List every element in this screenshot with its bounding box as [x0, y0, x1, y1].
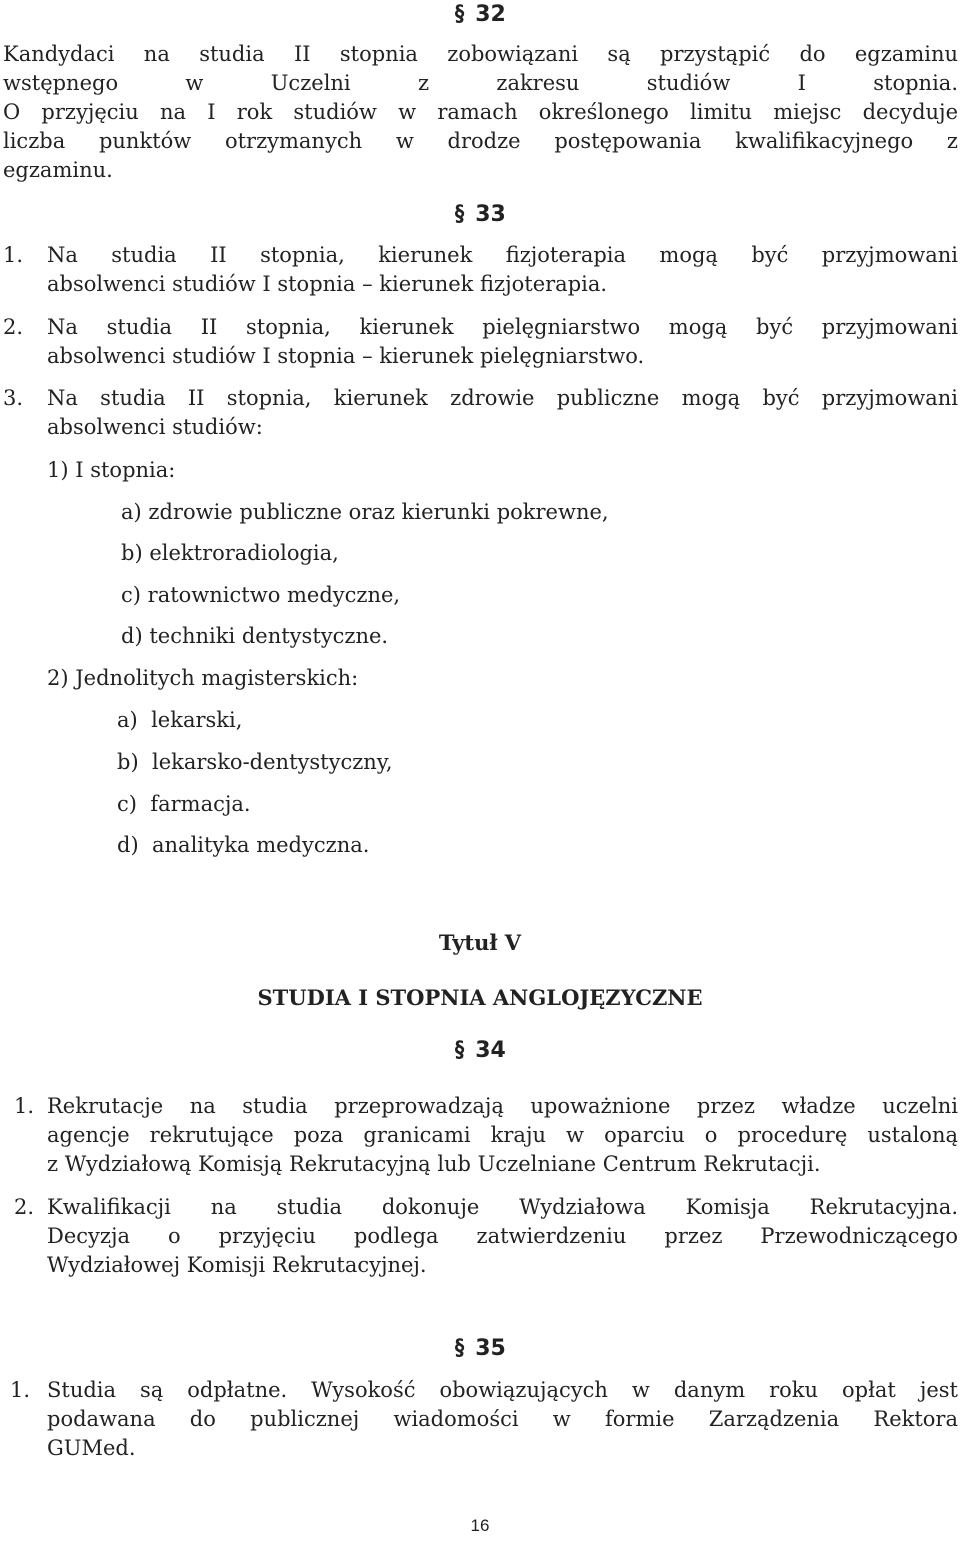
text-line: wstępnego w Uczelni z zakresu studiów I stopnia.	[3, 71, 958, 95]
sub-list-heading: 1) I stopnia:	[47, 458, 176, 482]
text-line: Na studia II stopnia, kierunek pielęgniarstwo mogą być przyjmowani	[47, 315, 958, 339]
text-line: Na studia II stopnia, kierunek zdrowie publiczne mogą być przyjmowani	[47, 386, 958, 410]
text-line: absolwenci studiów:	[47, 415, 263, 439]
text-line: Studia są odpłatne. Wysokość obowiązujących w danym roku opłat jest	[47, 1378, 958, 1402]
point-number: 3.	[3, 386, 24, 410]
paragraph	[3, 40, 958, 185]
text-line: z Wydziałową Komisją Rekrutacyjną lub Uczelniane Centrum Rekrutacji.	[47, 1152, 821, 1176]
point-number: 1.	[3, 243, 24, 267]
text-line: Na studia II stopnia, kierunek fizjoterapia mogą być przyjmowani	[47, 243, 958, 267]
numbered-point	[0, 1376, 960, 1463]
text-line: Rekrutacje na studia przeprowadzają upoważnione przez władze uczelni	[47, 1094, 958, 1118]
text-line: GUMed.	[47, 1436, 136, 1460]
numbered-point	[0, 384, 960, 442]
text-line: Decyzja o przyjęciu podlega zatwierdzeniu przez Przewodniczącego	[47, 1224, 958, 1248]
section-heading: § 34	[455, 1038, 506, 1063]
numbered-point	[0, 241, 960, 299]
numbered-point	[0, 313, 960, 371]
text-line: agencje rekrutujące poza granicami kraju w oparciu o procedurę ustaloną	[47, 1123, 958, 1147]
numbered-point	[0, 1193, 960, 1280]
text-line: Kandydaci na studia II stopnia zobowiązani są przystąpić do egzaminu	[3, 42, 958, 66]
title-heading: Tytuł V	[438, 930, 522, 955]
list-item: c) ratownictwo medyczne,	[121, 583, 401, 607]
section-heading: § 35	[455, 1336, 506, 1361]
list-item: b) elektroradiologia,	[121, 541, 339, 565]
list-item: a) zdrowie publiczne oraz kierunki pokrewne,	[121, 500, 609, 524]
list-item: d) techniki dentystyczne.	[121, 624, 389, 648]
list-item: d) analityka medyczna.	[117, 833, 370, 857]
section-heading: § 33	[455, 202, 506, 227]
text-line: absolwenci studiów I stopnia – kierunek fizjoterapia.	[47, 272, 608, 296]
point-number: 1.	[14, 1094, 35, 1118]
point-number: 2.	[14, 1195, 35, 1219]
text-line: Kwalifikacji na studia dokonuje Wydziałowa Komisja Rekrutacyjna.	[47, 1195, 958, 1219]
section-heading: § 32	[455, 2, 506, 27]
list-item: b) lekarsko-dentystyczny,	[117, 750, 393, 774]
text-line: podawana do publicznej wiadomości w formie Zarządzenia Rektora	[47, 1407, 958, 1431]
point-number: 2.	[3, 315, 24, 339]
text-line: egzaminu.	[3, 158, 113, 182]
sub-list-heading: 2) Jednolitych magisterskich:	[47, 666, 359, 690]
list-item: c) farmacja.	[117, 792, 251, 816]
point-number: 1.	[10, 1378, 31, 1402]
chapter-heading: STUDIA I STOPNIA ANGLOJĘZYCZNE	[257, 985, 703, 1010]
text-line: O przyjęciu na I rok studiów w ramach określonego limitu miejsc decyduje	[3, 100, 958, 124]
page-number: 16	[470, 1516, 490, 1535]
list-item: a) lekarski,	[117, 708, 243, 732]
text-line: absolwenci studiów I stopnia – kierunek pielęgniarstwo.	[47, 344, 645, 368]
numbered-point	[0, 1092, 960, 1179]
text-line: Wydziałowej Komisji Rekrutacyjnej.	[47, 1253, 427, 1277]
text-line: liczba punktów otrzymanych w drodze postępowania kwalifikacyjnego z	[3, 129, 958, 153]
